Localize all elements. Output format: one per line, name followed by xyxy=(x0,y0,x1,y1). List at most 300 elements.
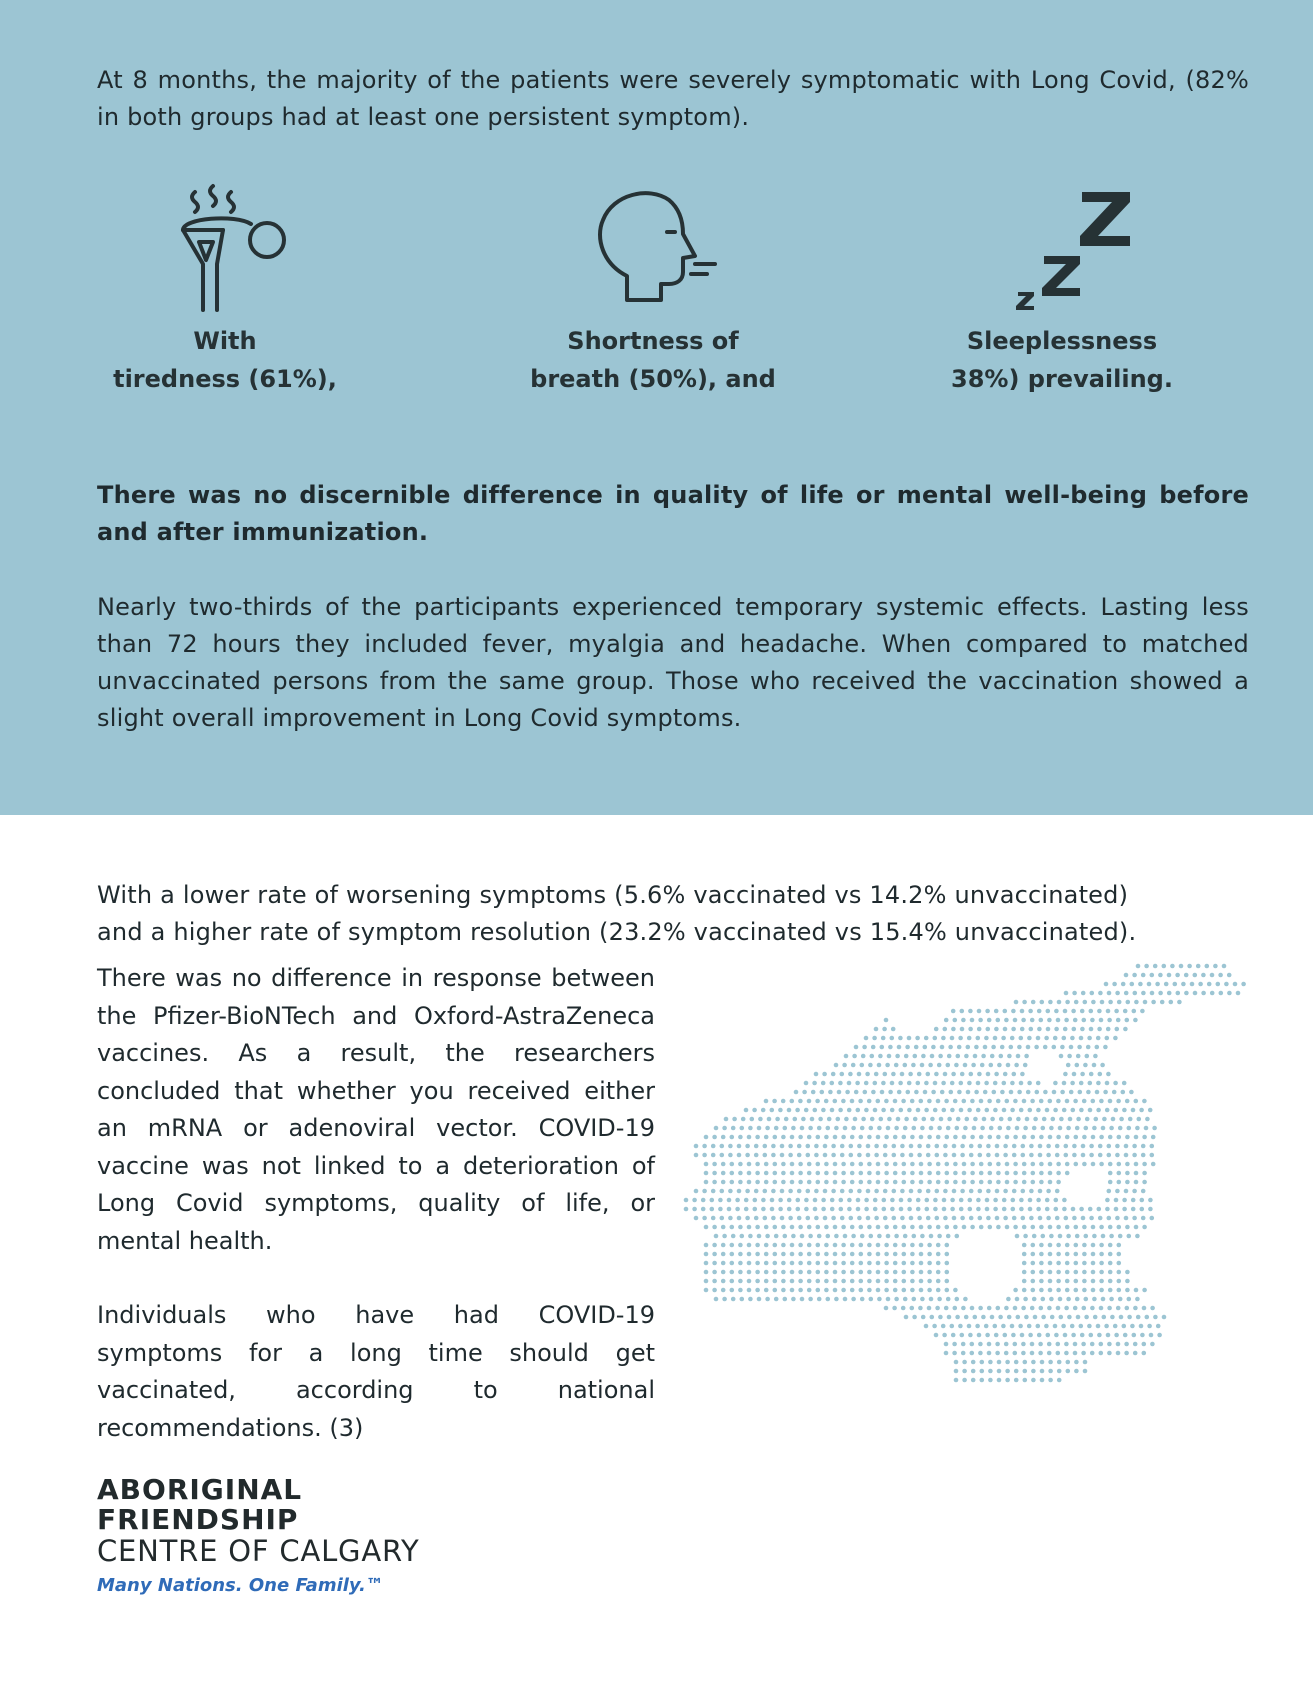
map-dot xyxy=(1048,1252,1053,1257)
map-dot xyxy=(1158,991,1163,996)
map-dot xyxy=(959,1108,964,1113)
map-dot xyxy=(1089,1072,1094,1077)
map-dot xyxy=(730,1279,735,1284)
map-dot xyxy=(790,1180,795,1185)
map-dot xyxy=(738,1162,743,1167)
map-dot xyxy=(1054,1009,1059,1014)
map-dot xyxy=(738,1180,743,1185)
map-dot xyxy=(964,1054,969,1059)
map-dot xyxy=(923,1090,928,1095)
map-dot xyxy=(1012,1072,1017,1077)
map-dot xyxy=(730,1225,735,1230)
map-dot xyxy=(1105,1207,1110,1212)
map-dot xyxy=(996,1135,1001,1140)
map-dot xyxy=(852,1054,857,1059)
map-dot xyxy=(1142,1288,1147,1293)
map-dot xyxy=(945,1243,950,1248)
map-dot xyxy=(1233,982,1238,987)
map-dot xyxy=(1118,1234,1123,1239)
map-dot xyxy=(1073,1099,1078,1104)
map-dot xyxy=(863,1090,868,1095)
map-dot xyxy=(887,1117,892,1122)
map-dot xyxy=(1090,1351,1095,1356)
map-dot xyxy=(848,1072,853,1077)
map-dot xyxy=(1011,1207,1016,1212)
map-dot xyxy=(955,1234,960,1239)
map-dot xyxy=(1108,1243,1113,1248)
map-dot xyxy=(970,1180,975,1185)
map-dot xyxy=(916,1198,921,1203)
map-dot xyxy=(1002,1198,1007,1203)
map-dot xyxy=(996,1099,1001,1104)
map-dot xyxy=(771,1216,776,1221)
map-dot xyxy=(890,1108,895,1113)
map-dot xyxy=(1073,1306,1078,1311)
map-dot xyxy=(1198,982,1203,987)
map-dot xyxy=(1048,1279,1053,1284)
map-dot xyxy=(1022,1171,1027,1176)
map-dot xyxy=(1123,1009,1128,1014)
map-dot xyxy=(1048,1099,1053,1104)
map-dot xyxy=(1134,1171,1139,1176)
map-dot xyxy=(936,1261,941,1266)
map-dot xyxy=(984,1324,989,1329)
map-dot xyxy=(1048,1135,1053,1140)
map-dot xyxy=(1029,1153,1034,1158)
map-dot xyxy=(1039,1252,1044,1257)
map-dot xyxy=(887,1054,892,1059)
map-dot xyxy=(798,1180,803,1185)
map-dot xyxy=(920,1297,925,1302)
map-dot xyxy=(781,1252,786,1257)
map-dot xyxy=(924,1108,929,1113)
map-dot xyxy=(806,1153,811,1158)
map-dot xyxy=(1082,1225,1087,1230)
map-dot xyxy=(764,1099,769,1104)
map-dot xyxy=(710,1198,715,1203)
map-dot xyxy=(781,1162,786,1167)
map-dot xyxy=(940,1090,945,1095)
map-dot xyxy=(1031,1135,1036,1140)
map-dot xyxy=(894,1297,899,1302)
map-dot xyxy=(1047,1342,1052,1347)
map-dot xyxy=(757,1234,762,1239)
map-dot xyxy=(1021,1306,1026,1311)
map-dot xyxy=(923,1045,928,1050)
map-dot xyxy=(773,1261,778,1266)
map-dot xyxy=(730,1270,735,1275)
map-dot xyxy=(773,1225,778,1230)
map-dot xyxy=(1062,1108,1067,1113)
map-dot xyxy=(1046,1333,1051,1338)
map-dot xyxy=(906,1090,911,1095)
map-dot xyxy=(857,1216,862,1221)
map-dot xyxy=(1056,1225,1061,1230)
map-dot xyxy=(1096,1108,1101,1113)
map-dot xyxy=(1055,1144,1060,1149)
map-dot xyxy=(1075,1063,1080,1068)
map-dot xyxy=(1093,1054,1098,1059)
map-dot xyxy=(873,1108,878,1113)
map-dot xyxy=(988,1369,993,1374)
map-dot xyxy=(754,1189,759,1194)
map-dot xyxy=(833,1162,838,1167)
map-dot xyxy=(1116,1342,1121,1347)
map-dot xyxy=(1117,1270,1122,1275)
map-dot xyxy=(740,1234,745,1239)
map-dot xyxy=(731,1126,736,1131)
map-dot xyxy=(876,1288,881,1293)
map-dot xyxy=(1099,1135,1104,1140)
map-dot xyxy=(1046,1009,1051,1014)
map-dot xyxy=(902,1162,907,1167)
map-dot xyxy=(1091,1261,1096,1266)
map-dot xyxy=(946,1063,951,1068)
map-dot xyxy=(1067,1054,1072,1059)
map-dot xyxy=(1056,1288,1061,1293)
map-dot xyxy=(755,1261,760,1266)
map-dot xyxy=(1002,1108,1007,1113)
map-dot xyxy=(720,1216,725,1221)
map-dot xyxy=(1129,1090,1134,1095)
map-dot xyxy=(791,1234,796,1239)
map-dot xyxy=(1042,1117,1047,1122)
map-dot xyxy=(980,1360,985,1365)
map-dot xyxy=(1003,1009,1008,1014)
map-dot xyxy=(976,1108,981,1113)
map-dot xyxy=(704,1252,709,1257)
map-dot xyxy=(813,1108,818,1113)
map-dot xyxy=(1091,1000,1096,1005)
map-dot xyxy=(942,1108,947,1113)
map-dot xyxy=(876,1171,881,1176)
map-dot xyxy=(1046,1027,1051,1032)
map-dot xyxy=(882,1027,887,1032)
map-dot xyxy=(839,1198,844,1203)
map-dot xyxy=(1022,1279,1027,1284)
map-dot xyxy=(731,1297,736,1302)
map-dot xyxy=(877,1297,882,1302)
map-dot xyxy=(1125,1018,1130,1023)
map-dot xyxy=(956,1117,961,1122)
map-dot xyxy=(894,1126,899,1131)
map-dot xyxy=(890,1081,895,1086)
map-dot xyxy=(1205,964,1210,969)
map-dot xyxy=(1139,1108,1144,1113)
map-dot xyxy=(684,1207,689,1212)
map-dot xyxy=(1013,1018,1018,1023)
map-dot xyxy=(1003,1333,1008,1338)
map-dot xyxy=(1029,1216,1034,1221)
map-dot xyxy=(950,1108,955,1113)
map-dot xyxy=(738,1252,743,1257)
map-dot xyxy=(1111,1117,1116,1122)
map-dot xyxy=(857,1072,862,1077)
map-dot xyxy=(945,1135,950,1140)
map-dot xyxy=(922,1117,927,1122)
map-dot xyxy=(1031,1369,1036,1374)
map-dot xyxy=(800,1297,805,1302)
map-dot xyxy=(979,1162,984,1167)
map-dot xyxy=(1039,1135,1044,1140)
map-dot xyxy=(952,1144,957,1149)
map-dot xyxy=(1056,1270,1061,1275)
map-dot xyxy=(1031,1243,1036,1248)
map-dot xyxy=(893,1252,898,1257)
map-dot xyxy=(1117,1288,1122,1293)
map-dot xyxy=(1115,991,1120,996)
map-dot xyxy=(1082,1018,1087,1023)
map-dot xyxy=(1151,1000,1156,1005)
map-dot xyxy=(1013,1180,1018,1185)
map-dot xyxy=(893,1279,898,1284)
map-dot xyxy=(995,1144,1000,1149)
map-dot xyxy=(980,1378,985,1383)
map-dot xyxy=(1127,1315,1132,1320)
map-dot xyxy=(1117,1225,1122,1230)
map-dot xyxy=(927,1261,932,1266)
map-dot xyxy=(763,1189,768,1194)
map-dot xyxy=(1065,1171,1070,1176)
map-dot xyxy=(1064,1342,1069,1347)
map-dot xyxy=(944,1342,949,1347)
map-dot xyxy=(932,1324,937,1329)
map-dot xyxy=(941,1324,946,1329)
map-dot xyxy=(892,1216,897,1221)
map-dot xyxy=(900,1189,905,1194)
map-dot xyxy=(1133,1351,1138,1356)
map-dot xyxy=(976,1036,981,1041)
map-dot xyxy=(859,1261,864,1266)
map-dot xyxy=(704,1162,709,1167)
map-dot xyxy=(1017,1090,1022,1095)
map-dot xyxy=(816,1162,821,1167)
map-dot xyxy=(902,1261,907,1266)
map-dot xyxy=(1023,1063,1028,1068)
map-dot xyxy=(797,1144,802,1149)
map-dot xyxy=(1067,1315,1072,1320)
map-dot xyxy=(728,1216,733,1221)
map-dot xyxy=(936,1135,941,1140)
map-dot xyxy=(950,1081,955,1086)
map-dot xyxy=(1210,973,1215,978)
map-dot xyxy=(950,1198,955,1203)
map-dot xyxy=(712,1261,717,1266)
map-dot xyxy=(947,1054,952,1059)
map-dot xyxy=(927,1243,932,1248)
map-dot xyxy=(788,1216,793,1221)
map-dot xyxy=(773,1135,778,1140)
map-dot xyxy=(1135,1297,1140,1302)
map-dot xyxy=(1053,1324,1058,1329)
map-dot xyxy=(827,1117,832,1122)
map-dot xyxy=(994,1072,999,1077)
map-dot xyxy=(910,1306,915,1311)
map-dot xyxy=(947,1117,952,1122)
map-dot xyxy=(1117,1243,1122,1248)
map-dot xyxy=(840,1153,845,1158)
map-dot xyxy=(1148,1198,1153,1203)
map-dot xyxy=(936,1225,941,1230)
map-dot xyxy=(900,1216,905,1221)
map-dot xyxy=(1075,1297,1080,1302)
map-dot xyxy=(1117,1180,1122,1185)
map-dot xyxy=(737,1144,742,1149)
map-dot xyxy=(884,1243,889,1248)
map-dot xyxy=(1107,1153,1112,1158)
map-dot xyxy=(816,1180,821,1185)
map-dot xyxy=(807,1270,812,1275)
map-dot xyxy=(843,1234,848,1239)
map-dot xyxy=(738,1171,743,1176)
map-dot xyxy=(1107,1018,1112,1023)
map-dot xyxy=(1070,1324,1075,1329)
map-dot xyxy=(1091,1279,1096,1284)
map-dot xyxy=(1063,1333,1068,1338)
map-dot xyxy=(1091,1099,1096,1104)
left-column xyxy=(97,960,655,1484)
map-dot xyxy=(882,1198,887,1203)
map-dot xyxy=(881,1036,886,1041)
map-dot xyxy=(1051,1117,1056,1122)
map-dot xyxy=(741,1117,746,1122)
map-dot xyxy=(1193,991,1198,996)
map-dot xyxy=(1009,1090,1014,1095)
map-dot xyxy=(738,1225,743,1230)
map-dot xyxy=(933,1207,938,1212)
map-dot xyxy=(929,1297,934,1302)
map-dot xyxy=(884,1225,889,1230)
map-dot xyxy=(1065,1135,1070,1140)
map-dot xyxy=(1125,1099,1130,1104)
map-dot xyxy=(814,1153,819,1158)
map-dot xyxy=(981,1315,986,1320)
map-dot xyxy=(867,1162,872,1167)
map-dot xyxy=(773,1279,778,1284)
map-dot xyxy=(859,1180,864,1185)
map-dot xyxy=(847,1108,852,1113)
map-dot xyxy=(1124,1216,1129,1221)
map-dot xyxy=(866,1144,871,1149)
map-dot xyxy=(833,1270,838,1275)
map-dot xyxy=(781,1180,786,1185)
map-dot xyxy=(897,1045,902,1050)
map-dot xyxy=(1074,1369,1079,1374)
map-dot xyxy=(1058,1126,1063,1131)
map-dot xyxy=(943,1216,948,1221)
map-dot xyxy=(1085,1054,1090,1059)
map-dot xyxy=(1076,1117,1081,1122)
map-dot xyxy=(1084,1126,1089,1131)
map-dot xyxy=(788,1144,793,1149)
map-dot xyxy=(1003,1144,1008,1149)
canada-dot-map xyxy=(680,960,1260,1440)
map-dot xyxy=(920,1126,925,1131)
map-dot xyxy=(821,1081,826,1086)
map-dot xyxy=(790,1162,795,1167)
map-dot xyxy=(1116,1351,1121,1356)
map-dot xyxy=(1105,1198,1110,1203)
map-dot xyxy=(966,1090,971,1095)
map-dot xyxy=(1048,1180,1053,1185)
map-dot xyxy=(1150,1144,1155,1149)
map-dot xyxy=(980,1369,985,1374)
map-dot xyxy=(804,1198,809,1203)
map-dot xyxy=(712,1180,717,1185)
map-dot xyxy=(937,1234,942,1239)
map-dot xyxy=(1022,1225,1027,1230)
map-dot xyxy=(850,1135,855,1140)
map-dot xyxy=(1091,1243,1096,1248)
map-dot xyxy=(884,1270,889,1275)
map-dot xyxy=(945,1261,950,1266)
map-dot xyxy=(1056,1261,1061,1266)
map-dot xyxy=(850,1279,855,1284)
map-dot xyxy=(1011,1333,1016,1338)
map-dot xyxy=(790,1270,795,1275)
map-dot xyxy=(1039,1288,1044,1293)
map-dot xyxy=(871,1090,876,1095)
map-dot xyxy=(761,1198,766,1203)
map-dot xyxy=(838,1081,843,1086)
map-dot xyxy=(1039,1162,1044,1167)
map-dot xyxy=(900,1144,905,1149)
map-dot xyxy=(797,1153,802,1158)
map-dot xyxy=(775,1117,780,1122)
map-dot xyxy=(1100,1000,1105,1005)
map-dot xyxy=(828,1090,833,1095)
map-dot xyxy=(718,1198,723,1203)
map-dot xyxy=(1114,1009,1119,1014)
map-dot xyxy=(1134,1288,1139,1293)
map-dot xyxy=(1114,1207,1119,1212)
map-dot xyxy=(893,1270,898,1275)
map-dot xyxy=(986,1216,991,1221)
map-dot xyxy=(880,1090,885,1095)
map-dot xyxy=(967,1324,972,1329)
map-dot xyxy=(974,1045,979,1050)
map-dot xyxy=(910,1270,915,1275)
map-dot xyxy=(824,1279,829,1284)
map-dot xyxy=(1150,991,1155,996)
map-dot xyxy=(800,1126,805,1131)
vaccine-response-paragraph: There was no difference in response between the Pfizer-BioNTech and Oxford-AstraZeneca vaccines. As a result, the researchers concluded that whether you received either an mRNA or adenoviral vector. COVID-19 vaccine was not linked to a deterioration of Long Covid symptoms, quality of life, or mental health. xyxy=(97,964,655,1255)
map-dot xyxy=(781,1171,786,1176)
map-dot xyxy=(807,1180,812,1185)
map-dot xyxy=(984,1036,989,1041)
map-dot xyxy=(1057,1000,1062,1005)
map-dot xyxy=(1142,1135,1147,1140)
map-dot xyxy=(1009,1045,1014,1050)
map-dot xyxy=(1187,964,1192,969)
map-dot xyxy=(1014,1360,1019,1365)
map-dot xyxy=(883,1216,888,1221)
map-dot xyxy=(692,1198,697,1203)
systemic-effects-paragraph: Nearly two-thirds of the participants experienced temporary systemic effects. Lasting less than 72 hours they included fever, myalgia and headache. When compared to matched unvaccinated persons from the same group. Those who received the vaccination showed a slight overall improvement in Long Covid symptoms. xyxy=(97,593,1249,732)
map-dot xyxy=(953,1162,958,1167)
map-dot xyxy=(1113,1081,1118,1086)
map-dot xyxy=(702,1189,707,1194)
map-dot xyxy=(1126,1000,1131,1005)
map-dot xyxy=(945,1252,950,1257)
map-dot xyxy=(1140,1009,1145,1014)
map-dot xyxy=(945,1279,950,1284)
map-dot xyxy=(764,1243,769,1248)
map-dot xyxy=(977,1009,982,1014)
map-dot xyxy=(1087,1036,1092,1041)
map-dot xyxy=(721,1270,726,1275)
map-dot xyxy=(1028,1198,1033,1203)
